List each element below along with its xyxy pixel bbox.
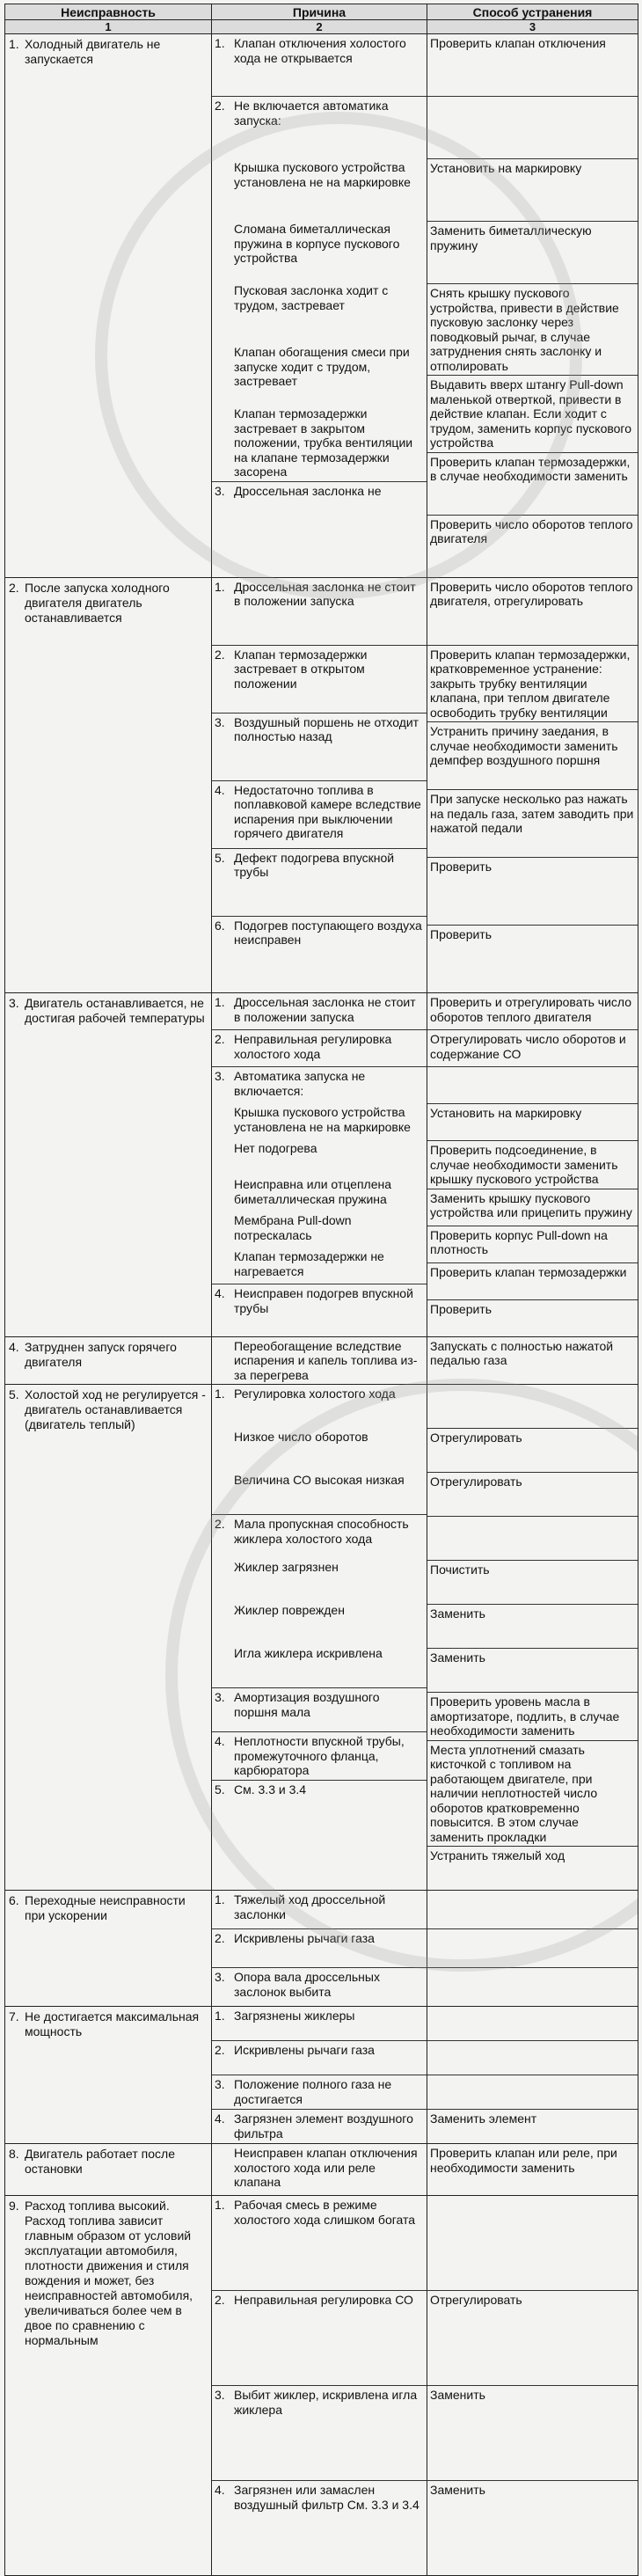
fault-text [5, 1891, 211, 1926]
cause-item [212, 2075, 427, 2109]
cause-item [212, 993, 427, 1029]
cause-cell [212, 2007, 427, 2144]
fix-cell [427, 2196, 638, 2576]
fix-item: Установить на маркировку [427, 158, 638, 221]
cause-number [215, 1177, 234, 1210]
fault-number: 4. [9, 1339, 19, 1354]
cause-text: Крышка пускового устройства установлена не на маркировке [234, 160, 411, 189]
fix-item: Заменить биметаллическую пружину [427, 221, 638, 283]
fix-item [427, 1066, 638, 1103]
cause-text: Регулировка холостого хода [234, 1387, 396, 1401]
fault-cell [5, 1385, 212, 1891]
fix-item: Заменить крышку пускового устройства или прицепить пружину [427, 1189, 638, 1226]
fault-cell [5, 2196, 212, 2576]
cause-number: 1. [215, 1387, 225, 1401]
cause-number: 1. [215, 995, 225, 1009]
cause-text: Нет подогрева [234, 1141, 317, 1155]
cause-number [215, 345, 234, 403]
fix-item [427, 1516, 638, 1560]
fix-item: Места уплотнений смазать кисточкой с топливом на работающем двигателе, при наличии неплотностей число оборотов кратковременно повысится. В этом случае заменить прокладки [427, 1740, 638, 1847]
fix-item: Заменить [427, 1648, 638, 1692]
cause-text: Подогрев поступающего воздуха неисправен [234, 918, 422, 947]
cause-number [215, 1105, 234, 1138]
cause-item [212, 343, 427, 405]
cause-text: Неправильная регулировка холостого хода [234, 1032, 392, 1061]
cause-number: 4. [215, 2111, 225, 2126]
fix-cell [427, 577, 638, 993]
cause-item [212, 1139, 427, 1175]
fault-description: Не достигается максимальная мощность [25, 2009, 200, 2038]
cause-item [212, 96, 427, 158]
document-page [4, 4, 638, 2512]
cause-item [212, 1891, 427, 1928]
cause-number: 4. [215, 2483, 225, 2497]
cause-item [212, 220, 427, 282]
cause-number: 5. [215, 850, 225, 865]
cause-item [212, 645, 427, 713]
fault-text [5, 34, 211, 70]
cause-number: 5. [215, 1782, 225, 1797]
fix-item: Заменить элемент [427, 2109, 638, 2143]
cause-item [212, 1103, 427, 1139]
cause-text: Клапан отключения холостого хода не открывается [234, 36, 406, 65]
fix-item: Проверить [427, 857, 638, 925]
header-fault: Неисправность [5, 4, 212, 20]
fault-row [5, 1336, 638, 1385]
fault-cell [5, 1891, 212, 2007]
fix-item: Отрегулировать [427, 1428, 638, 1472]
fault-text [5, 993, 211, 1028]
fix-item: Отрегулировать число оборотов и содержание СО [427, 1029, 638, 1066]
cause-number: 2. [215, 647, 225, 662]
cause-item [212, 1337, 427, 1385]
fault-description: Двигатель останавливается, не достигая рабочей температуры [25, 996, 205, 1025]
cause-number [215, 1646, 234, 1686]
cause-text: Дефект подогрева впускной трубы [234, 850, 395, 879]
fix-item: Проверить [427, 925, 638, 992]
cause-number [215, 1603, 234, 1643]
fix-item: Устранить причину заедания, в случае необходимости заменить демпфер воздушного поршня [427, 721, 638, 789]
fault-description: Холодный двигатель не запускается [25, 37, 161, 66]
cause-text: Недостаточно топлива в поплавковой камере вследствие испарения при выключении горячего двигателя [234, 782, 421, 840]
fix-item: Отрегулировать [427, 2290, 638, 2385]
cause-text: Автоматика запуска не включается: [234, 1069, 366, 1098]
cause-number [215, 1213, 234, 1246]
cause-text: Тяжелый ход дроссельной заслонки [234, 1892, 386, 1921]
fault-row [5, 2007, 638, 2144]
fault-number: 6. [9, 1893, 19, 1907]
cause-cell [212, 34, 427, 578]
header-num-2: 2 [212, 20, 427, 34]
cause-item [212, 2480, 427, 2575]
cause-number: 2. [215, 2043, 225, 2057]
cause-item [212, 1066, 427, 1103]
cause-text: Опора вала дроссельных заслонок выбита [234, 1970, 380, 1999]
fault-description: Двигатель работает после остановки [25, 2147, 176, 2176]
fault-text [5, 2144, 211, 2179]
cause-item [212, 1385, 427, 1428]
header-number-row [5, 20, 638, 34]
fix-item: Проверить клапан отключения [430, 36, 606, 50]
cause-number [215, 1560, 234, 1599]
fix-item [427, 96, 638, 158]
cause-item [212, 481, 427, 544]
cause-number [215, 222, 234, 280]
cause-text: Амортизация воздушного поршня мала [234, 1690, 380, 1719]
cause-text: Искривлены рычаги газа [234, 2043, 375, 2057]
fault-row [5, 993, 638, 1337]
cause-item [212, 1029, 427, 1066]
fix-item: Выдавить вверх штангу Pull-down маленькой отверткой, привести в действие клапан. Если ходит с трудом, заменить корпус пускового устройства [427, 375, 638, 452]
cause-number [215, 1430, 234, 1469]
cause-item [212, 405, 427, 481]
fix-cell [427, 1891, 638, 2007]
fault-number: 7. [9, 2009, 19, 2023]
cause-text: Переобогащение вследствие испарения и капель топлива из-за перегрева [234, 1338, 418, 1382]
cause-number: 4. [215, 782, 225, 797]
fault-number: 2. [9, 580, 19, 595]
cause-number: 3. [215, 1690, 225, 1704]
cause-text: Жиклер загрязнен [234, 1560, 339, 1574]
cause-number: 3. [215, 2077, 225, 2091]
fix-item: Запускать с полностью нажатой педалью газа [430, 1338, 614, 1367]
cause-number: 1. [215, 36, 225, 50]
fix-item: Проверить подсоединение, в случае необходимости заменить крышку пускового устройства [427, 1140, 638, 1189]
fault-cell [5, 2007, 212, 2144]
cause-cell [212, 1336, 427, 1385]
cause-item [212, 713, 427, 780]
fix-cell [427, 993, 638, 1337]
cause-text: Клапан термозадержки не нагревается [234, 1249, 384, 1278]
cause-text: Величина СО высокая низкая [234, 1473, 405, 1487]
cause-text: Загрязнены жиклеры [234, 2009, 355, 2023]
cause-item [212, 848, 427, 916]
cause-text: Воздушный поршень не отходит полностью назад [234, 714, 419, 743]
fix-item [427, 2075, 638, 2109]
cause-number: 2. [215, 1032, 225, 1046]
fix-cell [427, 2144, 638, 2196]
cause-text: Крышка пускового устройства установлена не на маркировке [234, 1105, 411, 1134]
cause-text: Не включается автоматика запуска: [234, 99, 389, 128]
cause-number: 3. [215, 483, 225, 498]
cause-item [212, 2385, 427, 2480]
cause-text: Загрязнен элемент воздушного фильтра [234, 2111, 413, 2141]
cause-text: Неисправен подогрев впускной трубы [234, 1286, 413, 1315]
cause-text: Жиклер поврежден [234, 1603, 345, 1617]
troubleshooting-table [4, 4, 638, 2576]
header-num-1: 1 [5, 20, 212, 34]
cause-text: Игла жиклера искривлена [234, 1646, 383, 1660]
cause-text: Неисправен клапан отключения холостого хода или реле клапана [234, 2146, 418, 2189]
fault-description: После запуска холодного двигателя двигатель останавливается [25, 580, 170, 625]
cause-text: Дроссельная заслонка не [234, 483, 382, 498]
fault-row [5, 2144, 638, 2196]
fix-item: Проверить число оборотов теплого двигателя [427, 515, 638, 577]
fault-text [5, 1385, 211, 1435]
cause-text: Искривлены рычаги газа [234, 1931, 375, 1945]
cause-item [212, 1428, 427, 1471]
cause-number: 4. [215, 1286, 225, 1300]
fix-item: Установить на маркировку [427, 1103, 638, 1140]
cause-number: 3. [215, 2388, 225, 2402]
fix-item: Заменить [427, 2385, 638, 2480]
fault-text [5, 2007, 211, 2042]
fault-cell [5, 34, 212, 578]
fix-item: Почистить [427, 1560, 638, 1604]
cause-text: Клапан термозадержки застревает в закрытом положении, трубка вентиляции на клапане термозадержки засорена [234, 406, 413, 479]
cause-number: 1. [215, 579, 225, 594]
cause-number: 3. [215, 714, 225, 729]
cause-text: Дроссельная заслонка не стоит в положении запуска [234, 579, 416, 608]
cause-item [212, 1601, 427, 1644]
fix-item: Проверить число оборотов теплого двигателя, отрегулировать [430, 579, 633, 608]
cause-number: 1. [215, 2198, 225, 2212]
fix-item: Отрегулировать [427, 1472, 638, 1516]
fix-item [427, 1967, 638, 2006]
fix-item: Заменить [427, 1604, 638, 1648]
header-fix: Способ устранения [427, 4, 638, 20]
cause-item [212, 916, 427, 984]
fix-item: Проверить клапан термозадержки, кратковременное устранение: закрыть трубку вентиляции клапана, при теплом двигателе освободить трубку вентиляции [427, 645, 638, 722]
cause-number: 1. [215, 2009, 225, 2023]
cause-number: 6. [215, 918, 225, 933]
fault-text [5, 578, 211, 628]
fault-description: Переходные неисправности при ускорении [25, 1893, 186, 1922]
fault-cell [5, 1336, 212, 1385]
fix-item [427, 2007, 638, 2040]
fix-item [427, 1928, 638, 1967]
cause-number: 4. [215, 1734, 225, 1748]
cause-text: Сломана биметаллическая пружина в корпусе пускового устройства [234, 222, 400, 265]
cause-item [212, 1731, 427, 1780]
header-cause: Причина [212, 4, 427, 20]
cause-text: Дроссельная заслонка не стоит в положении запуска [234, 995, 416, 1024]
cause-cell [212, 1891, 427, 2007]
cause-number [215, 1339, 234, 1383]
cause-number [215, 1249, 234, 1282]
cause-item [212, 282, 427, 343]
cause-number [215, 406, 234, 479]
cause-number [215, 1141, 234, 1174]
fault-number: 5. [9, 1387, 19, 1401]
cause-number: 2. [215, 1517, 225, 1531]
cause-number: 3. [215, 1069, 225, 1083]
cause-item [212, 1558, 427, 1601]
cause-item [212, 1175, 427, 1211]
cause-item [212, 1211, 427, 1248]
fix-item: Проверить клапан термозадержки, в случае необходимости заменить [427, 452, 638, 515]
cause-item [212, 1644, 427, 1687]
cause-item [212, 2290, 427, 2385]
fix-item: Проверить клапан термозадержки [427, 1262, 638, 1299]
fix-cell [427, 1385, 638, 1891]
cause-item [212, 2196, 427, 2290]
fault-number: 1. [9, 37, 19, 51]
fault-number: 8. [9, 2147, 19, 2161]
cause-text: Клапан обогащения смеси при запуске ходит с трудом, застревает [234, 345, 410, 388]
cause-number [215, 2146, 234, 2193]
fault-text [5, 1337, 211, 1372]
cause-number: 2. [215, 1931, 225, 1945]
cause-number: 2. [215, 99, 225, 113]
fix-cell [427, 2007, 638, 2144]
cause-text: Мембрана Pull-down потрескалась [234, 1213, 352, 1242]
cause-item [212, 1687, 427, 1731]
cause-item [212, 780, 427, 848]
cause-number [215, 283, 234, 341]
fix-item: Проверить и отрегулировать число оборотов теплого двигателя [430, 995, 632, 1024]
cause-item [212, 2040, 427, 2075]
fault-cell [5, 2144, 212, 2196]
cause-text: Неплотности впускной трубы, промежуточного фланца, карбюратора [234, 1734, 405, 1777]
cause-text: Рабочая смесь в режиме холостого хода слишком богата [234, 2198, 416, 2227]
cause-cell [212, 2144, 427, 2196]
cause-item [212, 1284, 427, 1321]
cause-item [212, 2144, 427, 2195]
cause-cell [212, 2196, 427, 2576]
cause-number: 3. [215, 1970, 225, 1984]
fix-item [427, 1385, 638, 1428]
fault-cell [5, 577, 212, 993]
cause-item [212, 34, 427, 96]
cause-item [212, 1967, 427, 2006]
fault-number: 3. [9, 996, 19, 1010]
cause-item [212, 2109, 427, 2143]
cause-text: Низкое число оборотов [234, 1430, 368, 1444]
cause-item [212, 158, 427, 220]
fault-row [5, 2196, 638, 2576]
cause-number [215, 1473, 234, 1512]
fault-description: Расход топлива высокий. Расход топлива зависит главным образом от условий эксплуатации автомобиля, плотности движения и стиля вождения и может, без неисправностей автомобиля, увеличиваться более чем в двое по сравнению с нормальным [25, 2199, 193, 2347]
fix-item: Проверить клапан или реле, при необходимости заменить [430, 2146, 617, 2175]
cause-text: Неправильная регулировка СО [234, 2293, 413, 2307]
header-row [5, 4, 638, 20]
fault-row [5, 34, 638, 578]
fix-item [427, 2040, 638, 2075]
fault-cell [5, 993, 212, 1337]
cause-text: Положение полного газа не достигается [234, 2077, 392, 2106]
cause-text: Мала пропускная способность жиклера холостого хода [234, 1517, 409, 1546]
fault-row [5, 577, 638, 993]
cause-text: Клапан термозадержки застревает в открытом положении [234, 647, 368, 691]
cause-item [212, 578, 427, 645]
cause-item [212, 1471, 427, 1514]
cause-item [212, 2007, 427, 2040]
cause-cell [212, 993, 427, 1337]
cause-cell [212, 577, 427, 993]
cause-text: Пусковая заслонка ходит с трудом, застревает [234, 283, 389, 312]
fix-item [427, 1891, 638, 1928]
fault-description: Затруднен запуск горячего двигателя [25, 1339, 177, 1369]
fault-row [5, 1385, 638, 1891]
cause-text: Выбит жиклер, искривлена игла жиклера [234, 2388, 418, 2417]
fix-item: Проверить уровень масла в амортизаторе, подлить, в случае необходимости заменить [427, 1692, 638, 1740]
fault-row [5, 1891, 638, 2007]
fault-description: Холостой ход не регулируется - двигатель останавливается (двигатель теплый) [25, 1387, 206, 1431]
cause-item [212, 1248, 427, 1284]
fix-cell [427, 34, 638, 578]
cause-text: См. 3.3 и 3.4 [234, 1782, 307, 1797]
cause-item [212, 1514, 427, 1558]
cause-text: Загрязнен или замаслен воздушный фильтр См. 3.3 и 3.4 [234, 2483, 419, 2512]
cause-item [212, 1780, 427, 1824]
cause-number: 1. [215, 1892, 225, 1906]
cause-cell [212, 1385, 427, 1891]
fault-number: 9. [9, 2199, 19, 2213]
cause-number: 2. [215, 2293, 225, 2307]
fix-item: При запуске несколько раз нажать на педаль газа, затем заводить при нажатой педали [427, 789, 638, 857]
fix-item: Заменить [427, 2480, 638, 2575]
fix-item: Устранить тяжелый ход [427, 1846, 638, 1890]
fault-text [5, 2196, 211, 2351]
cause-item [212, 1928, 427, 1967]
fix-item: Проверить корпус Pull-down на плотность [427, 1226, 638, 1262]
cause-number [215, 160, 234, 218]
cause-text: Неисправна или отцеплена биметаллическая пружина [234, 1177, 392, 1206]
fix-item [427, 2196, 638, 2290]
fix-cell [427, 1336, 638, 1385]
fix-item: Проверить [427, 1299, 638, 1336]
header-num-3: 3 [427, 20, 638, 34]
fix-item: Снять крышку пускового устройства, привести в действие пусковую заслонку через поводковый рычаг, в случае затруднения снять заслонку и отполировать [427, 283, 638, 375]
